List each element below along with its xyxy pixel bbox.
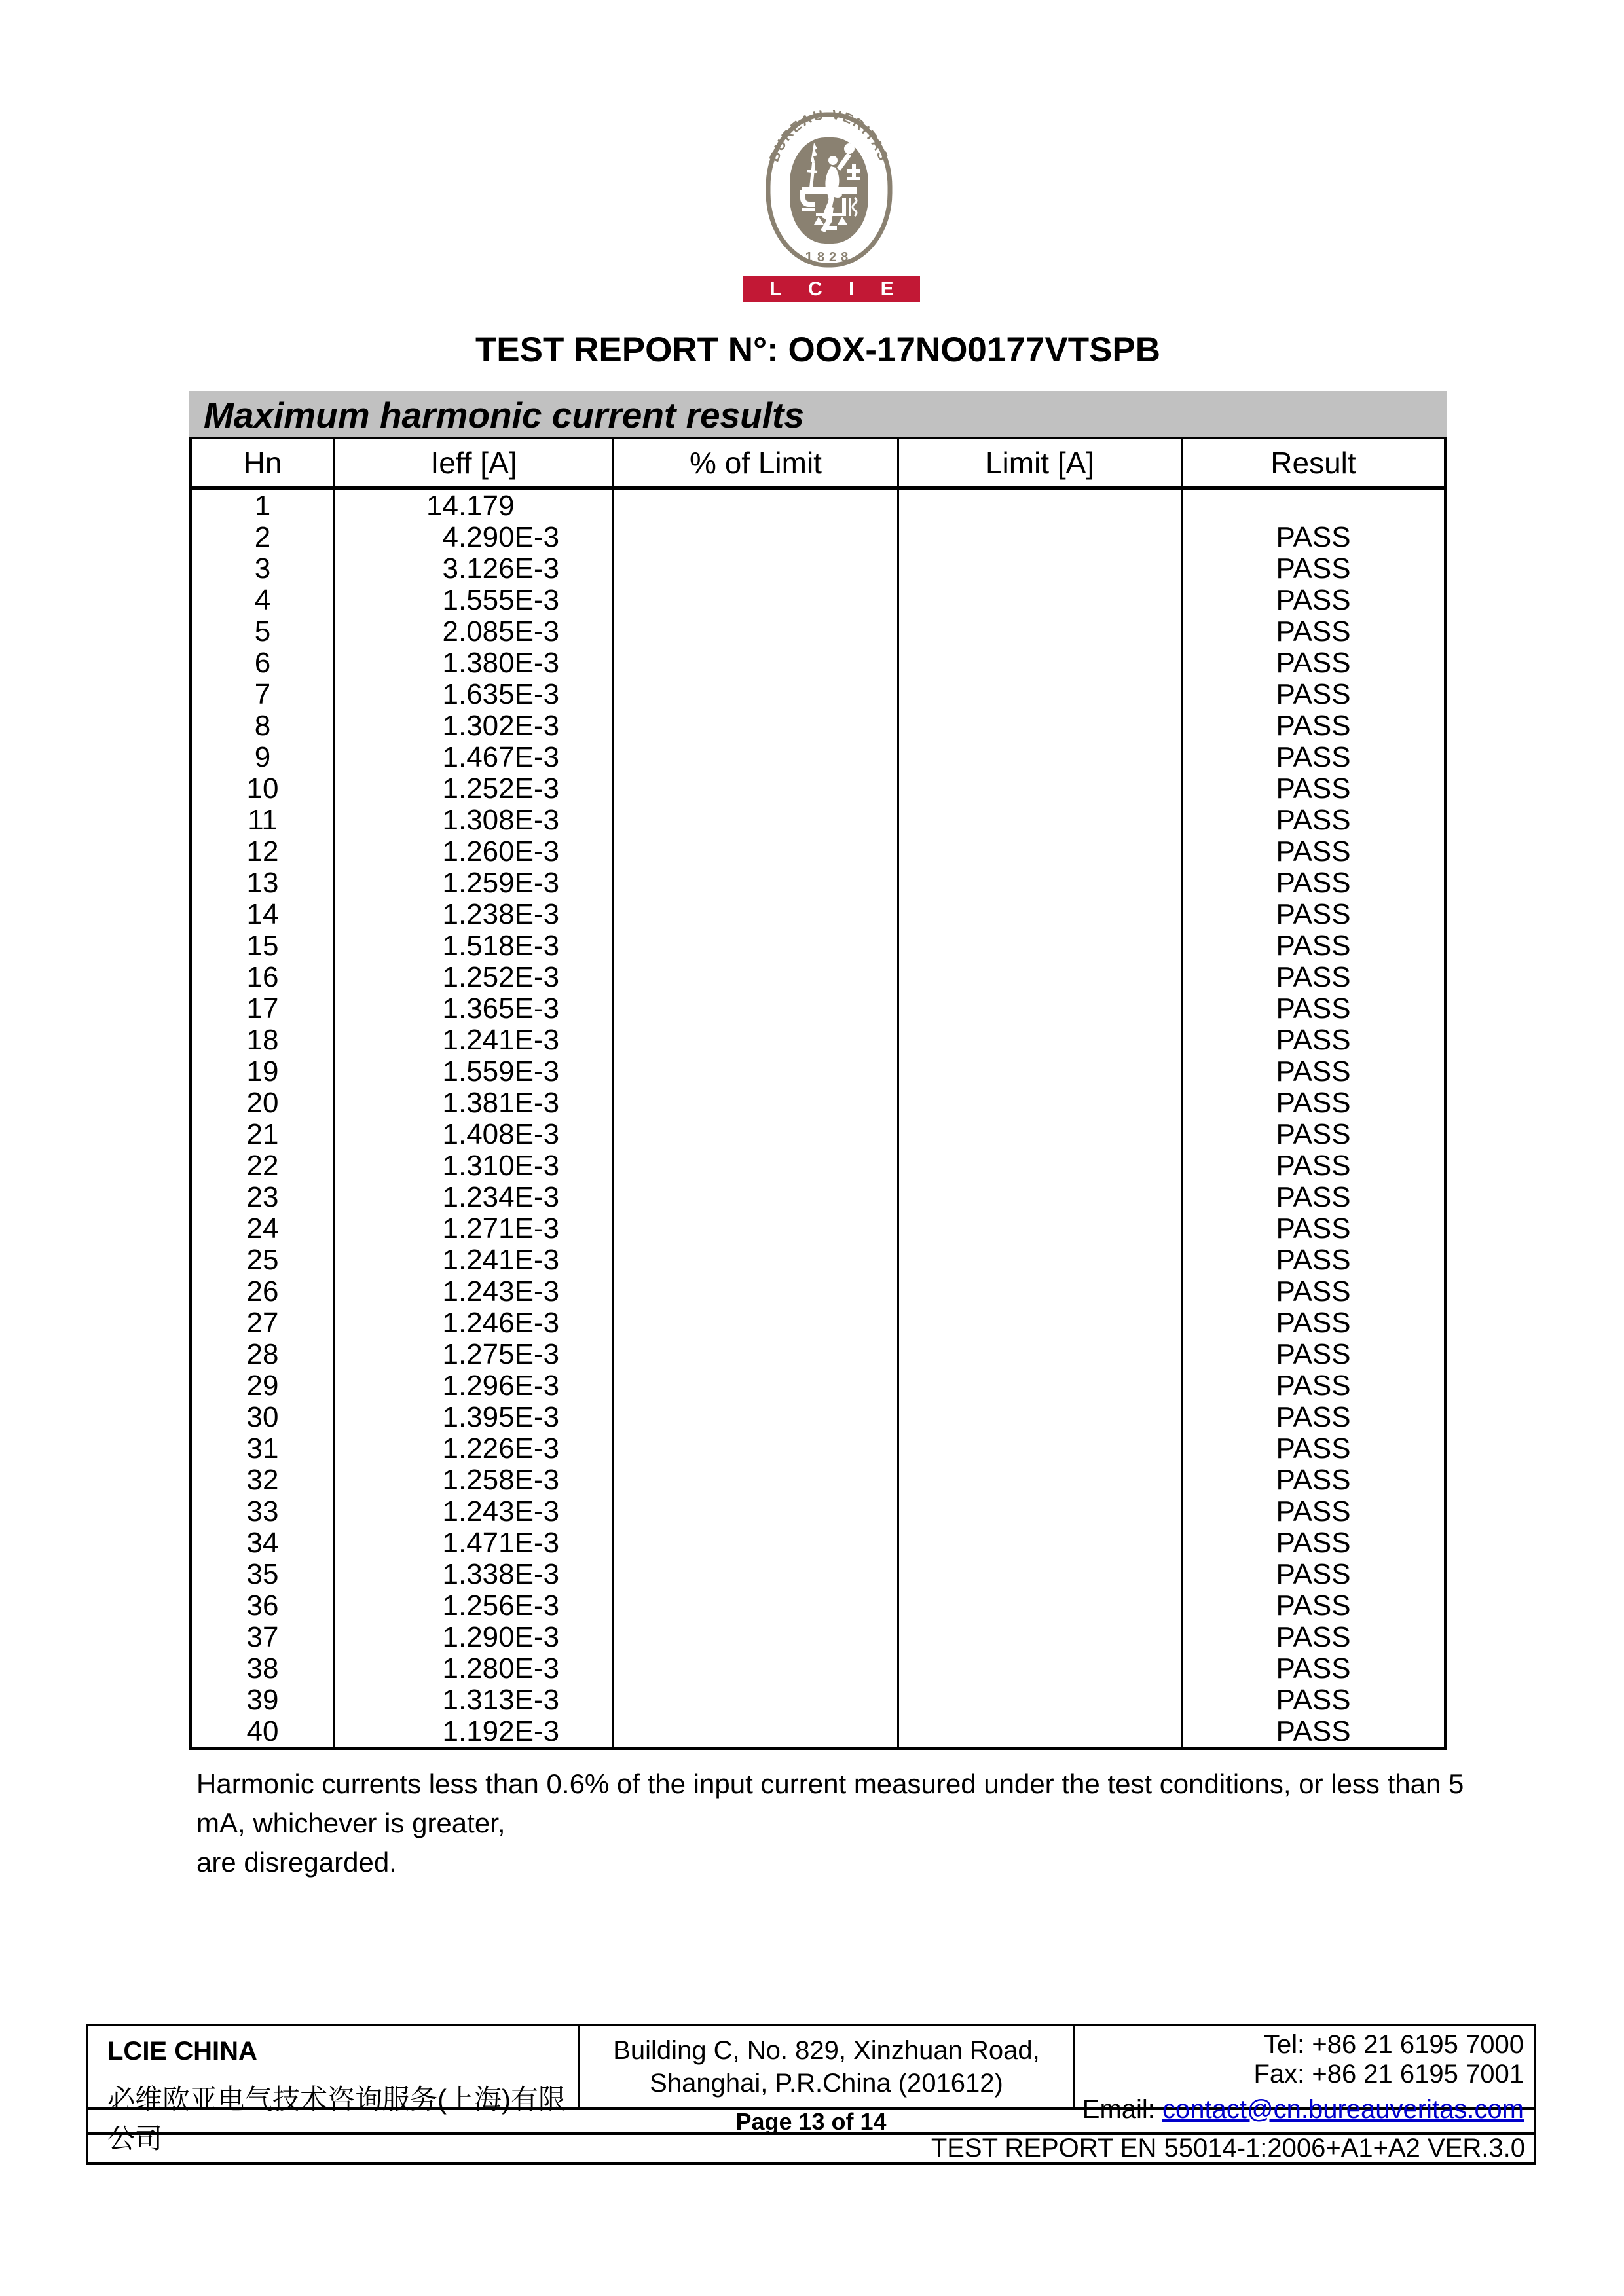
- limit-cell: [899, 1653, 1183, 1685]
- hn-cell: 15: [192, 930, 335, 962]
- result-cell: PASS: [1276, 1276, 1351, 1307]
- pct-cell: [614, 1370, 899, 1402]
- hn-cell: 2: [192, 522, 335, 553]
- ieff-cell: 1.471E-3: [335, 1527, 614, 1559]
- ieff-cell: 1.313E-3: [335, 1685, 614, 1716]
- ieff-cell: 1.275E-3: [335, 1339, 614, 1370]
- limit-cell: [899, 1402, 1183, 1433]
- pct-cell: [614, 1527, 899, 1559]
- limit-cell: [899, 930, 1183, 962]
- hn-cell: 30: [192, 1402, 335, 1433]
- limit-cell: [899, 553, 1183, 585]
- result-cell: [1183, 490, 1444, 522]
- pct-cell: [614, 522, 899, 553]
- limit-cell: [899, 773, 1183, 805]
- pct-cell: [614, 1465, 899, 1496]
- footer-company-cell: [88, 2026, 580, 2154]
- hn-cell: 34: [192, 1527, 335, 1559]
- pct-cell: [614, 1716, 899, 1747]
- limit-cell: [899, 1622, 1183, 1653]
- pct-cell: [614, 490, 899, 522]
- limit-cell: [899, 962, 1183, 993]
- email-line: [1082, 2095, 1524, 2124]
- ieff-cell: 14.179: [335, 490, 614, 522]
- address-line-2: Shanghai, P.R.China (201612): [650, 2069, 1003, 2098]
- note-line-1: Harmonic currents less than 0.6% of the input current measured under the test conditions, or less than 5 mA, whichever is greater,: [196, 1768, 1464, 1838]
- col-header-result: Result: [1270, 446, 1356, 480]
- ieff-cell: 1.365E-3: [335, 993, 614, 1025]
- limit-cell: [899, 490, 1183, 522]
- hn-cell: 38: [192, 1653, 335, 1685]
- ieff-cell: 1.226E-3: [335, 1433, 614, 1465]
- bureau-veritas-emblem: [764, 110, 895, 271]
- ieff-cell: 4.290E-3: [335, 522, 614, 553]
- lcie-banner-letter: E: [880, 278, 894, 300]
- ieff-cell: 1.243E-3: [335, 1276, 614, 1307]
- col-header-pct: % of Limit: [614, 439, 899, 486]
- result-cell: PASS: [1276, 1245, 1351, 1276]
- pct-cell: [614, 1402, 899, 1433]
- ieff-cell: 1.296E-3: [335, 1370, 614, 1402]
- ieff-cell: 1.338E-3: [335, 1559, 614, 1590]
- ieff-cell: 1.280E-3: [335, 1653, 614, 1685]
- hn-cell: 22: [192, 1150, 335, 1182]
- pct-cell: [614, 647, 899, 679]
- fax-line: Fax: +86 21 6195 7001: [1253, 2060, 1524, 2088]
- limit-cell: [899, 1370, 1183, 1402]
- pct-cell: [614, 805, 899, 836]
- result-cell: PASS: [1276, 1182, 1351, 1213]
- hn-cell: 14: [192, 899, 335, 930]
- limit-cell: [899, 1307, 1183, 1339]
- pct-cell: [614, 1433, 899, 1465]
- limit-cell: [899, 993, 1183, 1025]
- lcie-banner: [743, 276, 920, 302]
- hn-cell: 12: [192, 836, 335, 867]
- pct-cell: [614, 1119, 899, 1150]
- limit-cell: [899, 1276, 1183, 1307]
- email-label: Email:: [1082, 2095, 1163, 2124]
- pct-cell: [614, 1025, 899, 1056]
- hn-cell: 32: [192, 1465, 335, 1496]
- result-cell: PASS: [1276, 1370, 1351, 1402]
- limit-cell: [899, 585, 1183, 616]
- pct-cell: [614, 585, 899, 616]
- ieff-cell: 2.085E-3: [335, 616, 614, 647]
- lcie-banner-letter: C: [807, 278, 822, 300]
- result-cell: PASS: [1276, 1622, 1351, 1653]
- result-cell: PASS: [1276, 1653, 1351, 1685]
- pct-cell: [614, 710, 899, 742]
- ieff-cell: 1.271E-3: [335, 1213, 614, 1245]
- hn-cell: 35: [192, 1559, 335, 1590]
- pct-cell: [614, 836, 899, 867]
- pct-cell: [614, 867, 899, 899]
- company-name-en: LCIE CHINA: [107, 2037, 257, 2066]
- hn-cell: 20: [192, 1087, 335, 1119]
- limit-cell: [899, 1559, 1183, 1590]
- section-title-bar: [189, 391, 1447, 439]
- result-cell: PASS: [1276, 647, 1351, 679]
- pct-cell: [614, 1182, 899, 1213]
- result-cell: PASS: [1276, 962, 1351, 993]
- ieff-cell: 1.234E-3: [335, 1182, 614, 1213]
- ieff-cell: 3.126E-3: [335, 553, 614, 585]
- limit-cell: [899, 1527, 1183, 1559]
- note-line-2: are disregarded.: [196, 1847, 397, 1878]
- hn-cell: 23: [192, 1182, 335, 1213]
- limit-cell: [899, 1150, 1183, 1182]
- hn-cell: 26: [192, 1276, 335, 1307]
- limit-cell: [899, 1716, 1183, 1747]
- footer-contact-cell: [1075, 2026, 1534, 2124]
- result-cell: PASS: [1276, 742, 1351, 773]
- page-number-row: Page 13 of 14: [88, 2110, 1534, 2135]
- result-cell: PASS: [1276, 1559, 1351, 1590]
- ieff-cell: 1.302E-3: [335, 710, 614, 742]
- lcie-banner-letter: I: [848, 278, 855, 300]
- disregard-note: [196, 1764, 1480, 1882]
- ieff-cell: 1.380E-3: [335, 647, 614, 679]
- address-line-1: Building C, No. 829, Xinzhuan Road,: [613, 2036, 1040, 2065]
- result-cell: PASS: [1276, 836, 1351, 867]
- pct-cell: [614, 930, 899, 962]
- hn-cell: 3: [192, 553, 335, 585]
- result-cell: PASS: [1276, 1496, 1351, 1527]
- pct-cell: [614, 1496, 899, 1527]
- hn-cell: 8: [192, 710, 335, 742]
- result-cell: PASS: [1276, 1527, 1351, 1559]
- limit-cell: [899, 647, 1183, 679]
- hn-cell: 4: [192, 585, 335, 616]
- pct-cell: [614, 742, 899, 773]
- hn-cell: 21: [192, 1119, 335, 1150]
- hn-cell: 33: [192, 1496, 335, 1527]
- result-cell: PASS: [1276, 773, 1351, 805]
- pct-cell: [614, 1056, 899, 1087]
- limit-cell: [899, 616, 1183, 647]
- hn-cell: 1: [192, 490, 335, 522]
- result-cell: PASS: [1276, 1087, 1351, 1119]
- ieff-cell: 1.635E-3: [335, 679, 614, 710]
- result-cell: PASS: [1276, 616, 1351, 647]
- hn-cell: 16: [192, 962, 335, 993]
- pct-cell: [614, 1245, 899, 1276]
- hn-cell: 7: [192, 679, 335, 710]
- pct-cell: [614, 679, 899, 710]
- hn-cell: 28: [192, 1339, 335, 1370]
- result-cell: PASS: [1276, 1213, 1351, 1245]
- hn-cell: 9: [192, 742, 335, 773]
- pct-cell: [614, 773, 899, 805]
- limit-cell: [899, 1182, 1183, 1213]
- hn-cell: 27: [192, 1307, 335, 1339]
- pct-cell: [614, 993, 899, 1025]
- result-cell: PASS: [1276, 1685, 1351, 1716]
- limit-cell: [899, 522, 1183, 553]
- footer-block: [86, 2024, 1536, 2165]
- result-cell: PASS: [1276, 585, 1351, 616]
- pct-cell: [614, 1339, 899, 1370]
- ieff-cell: 1.259E-3: [335, 867, 614, 899]
- result-cell: PASS: [1276, 1465, 1351, 1496]
- result-cell: PASS: [1276, 1150, 1351, 1182]
- result-cell: PASS: [1276, 522, 1351, 553]
- ieff-cell: 1.381E-3: [335, 1087, 614, 1119]
- tel-line: Tel: +86 21 6195 7000: [1263, 2030, 1524, 2059]
- col-header-ieff: Ieff [A]: [335, 439, 614, 486]
- ieff-cell: 1.555E-3: [335, 585, 614, 616]
- limit-cell: [899, 1119, 1183, 1150]
- hn-cell: 6: [192, 647, 335, 679]
- result-cell: PASS: [1276, 899, 1351, 930]
- result-cell: PASS: [1276, 1402, 1351, 1433]
- company-name-cn: 必维欧亚电气技术咨询服务(上海)有限公司: [107, 2084, 566, 2154]
- limit-cell: [899, 867, 1183, 899]
- limit-cell: [899, 1087, 1183, 1119]
- hn-cell: 13: [192, 867, 335, 899]
- section-title: Maximum harmonic current results: [204, 395, 804, 435]
- report-number-title: TEST REPORT N°: OOX-17NO0177VTSPB: [475, 331, 1161, 369]
- col-header-hn: Hn: [192, 439, 335, 486]
- ieff-cell: 1.310E-3: [335, 1150, 614, 1182]
- lcie-banner-letter: L: [769, 278, 782, 300]
- result-cell: PASS: [1276, 1025, 1351, 1056]
- bureau-veritas-logo: [764, 110, 895, 271]
- result-cell: PASS: [1276, 1056, 1351, 1087]
- hn-cell: 5: [192, 616, 335, 647]
- pct-cell: [614, 1559, 899, 1590]
- ieff-cell: 1.246E-3: [335, 1307, 614, 1339]
- pct-cell: [614, 553, 899, 585]
- hn-cell: 36: [192, 1590, 335, 1622]
- ieff-cell: 1.238E-3: [335, 899, 614, 930]
- email-link[interactable]: contact@cn.bureauveritas.com: [1162, 2095, 1524, 2124]
- limit-cell: [899, 1685, 1183, 1716]
- limit-cell: [899, 899, 1183, 930]
- result-cell: PASS: [1276, 867, 1351, 899]
- limit-cell: [899, 1025, 1183, 1056]
- ieff-cell: 1.308E-3: [335, 805, 614, 836]
- ieff-cell: 1.243E-3: [335, 1496, 614, 1527]
- ieff-cell: 1.290E-3: [335, 1622, 614, 1653]
- limit-cell: [899, 1496, 1183, 1527]
- col-header-limit: Limit [A]: [899, 439, 1183, 486]
- result-cell: PASS: [1276, 1339, 1351, 1370]
- limit-cell: [899, 1056, 1183, 1087]
- hn-cell: 40: [192, 1716, 335, 1747]
- result-cell: PASS: [1276, 930, 1351, 962]
- pct-cell: [614, 1307, 899, 1339]
- limit-cell: [899, 710, 1183, 742]
- result-cell: PASS: [1276, 553, 1351, 585]
- result-cell: PASS: [1276, 679, 1351, 710]
- result-cell: PASS: [1276, 805, 1351, 836]
- hn-cell: 24: [192, 1213, 335, 1245]
- result-cell: PASS: [1276, 1716, 1351, 1747]
- result-cell: PASS: [1276, 1307, 1351, 1339]
- ieff-cell: 1.408E-3: [335, 1119, 614, 1150]
- hn-cell: 25: [192, 1245, 335, 1276]
- hn-cell: 37: [192, 1622, 335, 1653]
- pct-cell: [614, 1622, 899, 1653]
- limit-cell: [899, 1433, 1183, 1465]
- limit-cell: [899, 1465, 1183, 1496]
- ieff-cell: 1.260E-3: [335, 836, 614, 867]
- hn-cell: 10: [192, 773, 335, 805]
- hn-cell: 31: [192, 1433, 335, 1465]
- pct-cell: [614, 1213, 899, 1245]
- pct-cell: [614, 1150, 899, 1182]
- ieff-cell: 1.467E-3: [335, 742, 614, 773]
- hn-cell: 17: [192, 993, 335, 1025]
- pct-cell: [614, 1685, 899, 1716]
- limit-cell: [899, 1590, 1183, 1622]
- report-reference-row: TEST REPORT EN 55014-1:2006+A1+A2 VER.3.0: [931, 2134, 1525, 2162]
- ieff-cell: 1.252E-3: [335, 773, 614, 805]
- limit-cell: [899, 1213, 1183, 1245]
- hn-cell: 39: [192, 1685, 335, 1716]
- limit-cell: [899, 805, 1183, 836]
- ieff-cell: 1.252E-3: [335, 962, 614, 993]
- ieff-cell: 1.256E-3: [335, 1590, 614, 1622]
- hn-cell: 11: [192, 805, 335, 836]
- ieff-cell: 1.241E-3: [335, 1025, 614, 1056]
- ieff-cell: 1.192E-3: [335, 1716, 614, 1747]
- result-cell: PASS: [1276, 1590, 1351, 1622]
- result-cell: PASS: [1276, 710, 1351, 742]
- table-body: [192, 490, 1444, 1747]
- pct-cell: [614, 1276, 899, 1307]
- limit-cell: [899, 679, 1183, 710]
- ieff-cell: 1.241E-3: [335, 1245, 614, 1276]
- result-cell: PASS: [1276, 1433, 1351, 1465]
- pct-cell: [614, 962, 899, 993]
- ieff-cell: 1.258E-3: [335, 1465, 614, 1496]
- limit-cell: [899, 1339, 1183, 1370]
- footer-address-cell: [580, 2026, 1075, 2107]
- hn-cell: 19: [192, 1056, 335, 1087]
- result-cell: PASS: [1276, 993, 1351, 1025]
- limit-cell: [899, 836, 1183, 867]
- table-header-row: [192, 439, 1444, 490]
- ieff-cell: 1.559E-3: [335, 1056, 614, 1087]
- hn-cell: 18: [192, 1025, 335, 1056]
- limit-cell: [899, 742, 1183, 773]
- ieff-cell: 1.518E-3: [335, 930, 614, 962]
- pct-cell: [614, 1087, 899, 1119]
- pct-cell: [614, 899, 899, 930]
- logo-year: 1828: [805, 250, 853, 264]
- pct-cell: [614, 616, 899, 647]
- logo-ring-text: BUREAU VERITAS: [766, 110, 892, 164]
- ieff-cell: 1.395E-3: [335, 1402, 614, 1433]
- result-cell: PASS: [1276, 1119, 1351, 1150]
- hn-cell: 29: [192, 1370, 335, 1402]
- harmonic-results-table: [189, 437, 1447, 1750]
- limit-cell: [899, 1245, 1183, 1276]
- pct-cell: [614, 1590, 899, 1622]
- pct-cell: [614, 1653, 899, 1685]
